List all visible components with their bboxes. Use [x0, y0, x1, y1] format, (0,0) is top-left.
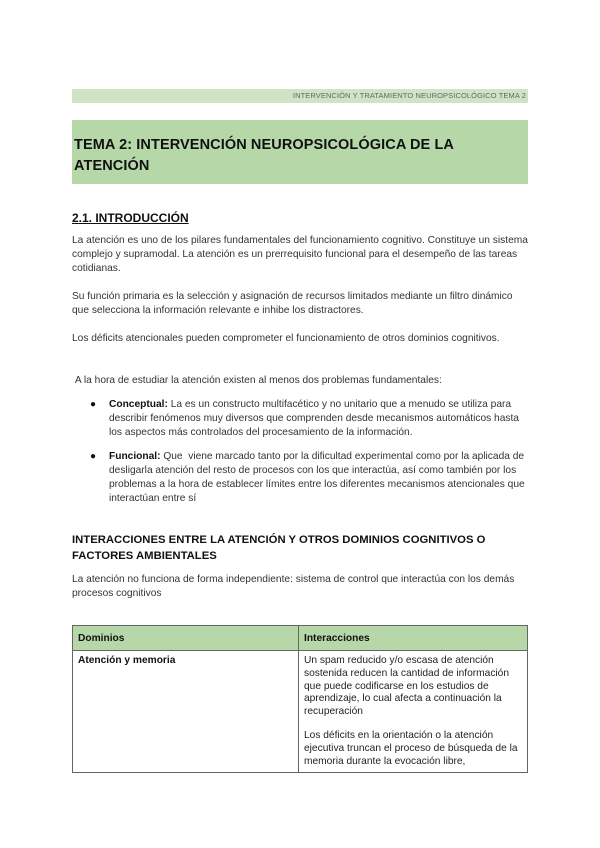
running-header: INTERVENCIÓN Y TRATAMIENTO NEUROPSICOLÓGICO TEMA 2: [72, 89, 528, 103]
interaction-text: Los déficits en la orientación o la atención ejecutiva truncan el proceso de búsqueda de la memoria durante la evocación libre,: [304, 729, 518, 767]
bullet-icon: ●: [90, 399, 97, 410]
domains-table: [72, 625, 528, 773]
table-header-row: [73, 626, 528, 651]
table-row: [73, 651, 528, 773]
paragraph-1: La atención es uno de los pilares fundamentales del funcionamiento cognitivo. Constituye un sistema complejo y supramodal. La atención es un prerrequisito funcional para el desempeño de las tareas cotidianas.: [72, 235, 528, 275]
table-cell-domain: Atención y memoria: [73, 651, 299, 773]
paragraph-5: La atención no funciona de forma independiente: sistema de control que interactúa con los demás procesos cognitivos: [72, 574, 515, 600]
section-heading-introduccion: 2.1. INTRODUCCIÓN: [72, 211, 189, 225]
list-item: [88, 398, 528, 440]
page-title: TEMA 2: INTERVENCIÓN NEUROPSICOLÓGICA DE LA ATENCIÓN: [74, 137, 454, 174]
paragraph-3: Los déficits atencionales pueden comprometer el funcionamiento de otros dominios cognitivos.: [72, 333, 500, 344]
interaction-text: Un spam reducido y/o escasa de atención sostenida reducen la cantidad de información que puede codificarse en los estudios de aprendizaje, lo cual afecta a continuación la recuperación: [304, 655, 510, 718]
column-header-interacciones: Interacciones: [299, 626, 528, 651]
title-box: [72, 120, 528, 184]
bullet-term: Conceptual:: [109, 399, 168, 410]
paragraph-2: Su función primaria es la selección y asignación de recursos limitados mediante un filtro dinámico que selecciona la información relevante e inhibe los distractores.: [72, 291, 513, 317]
paragraph-4: A la hora de estudiar la atención existen al menos dos problemas fundamentales:: [72, 375, 442, 386]
section-heading-interacciones: INTERACCIONES ENTRE LA ATENCIÓN Y OTROS DOMINIOS COGNITIVOS O FACTORES AMBIENTALES: [72, 534, 486, 562]
list-item: [88, 450, 528, 506]
bullet-icon: ●: [90, 451, 97, 462]
column-header-dominios: Dominios: [73, 626, 299, 651]
bullet-text: La es un constructo multifacético y no unitario que a menudo se utiliza para describir fenómenos muy diversos que comprenden desde mecanismos automáticos hasta los aspectos más controlados del procesamiento de la información.: [109, 399, 522, 438]
bullet-list: [88, 398, 528, 516]
table-cell-interactions: [299, 651, 528, 773]
bullet-term: Funcional:: [109, 451, 161, 462]
bullet-text: Que viene marcado tanto por la dificultad experimental como por la aplicada de desligarla atención del resto de procesos con los que interactúa, así como también por los problemas a la hora de establecer límites entre los diferentes mecanismos atencionales que interactúan entre sí: [109, 451, 528, 504]
